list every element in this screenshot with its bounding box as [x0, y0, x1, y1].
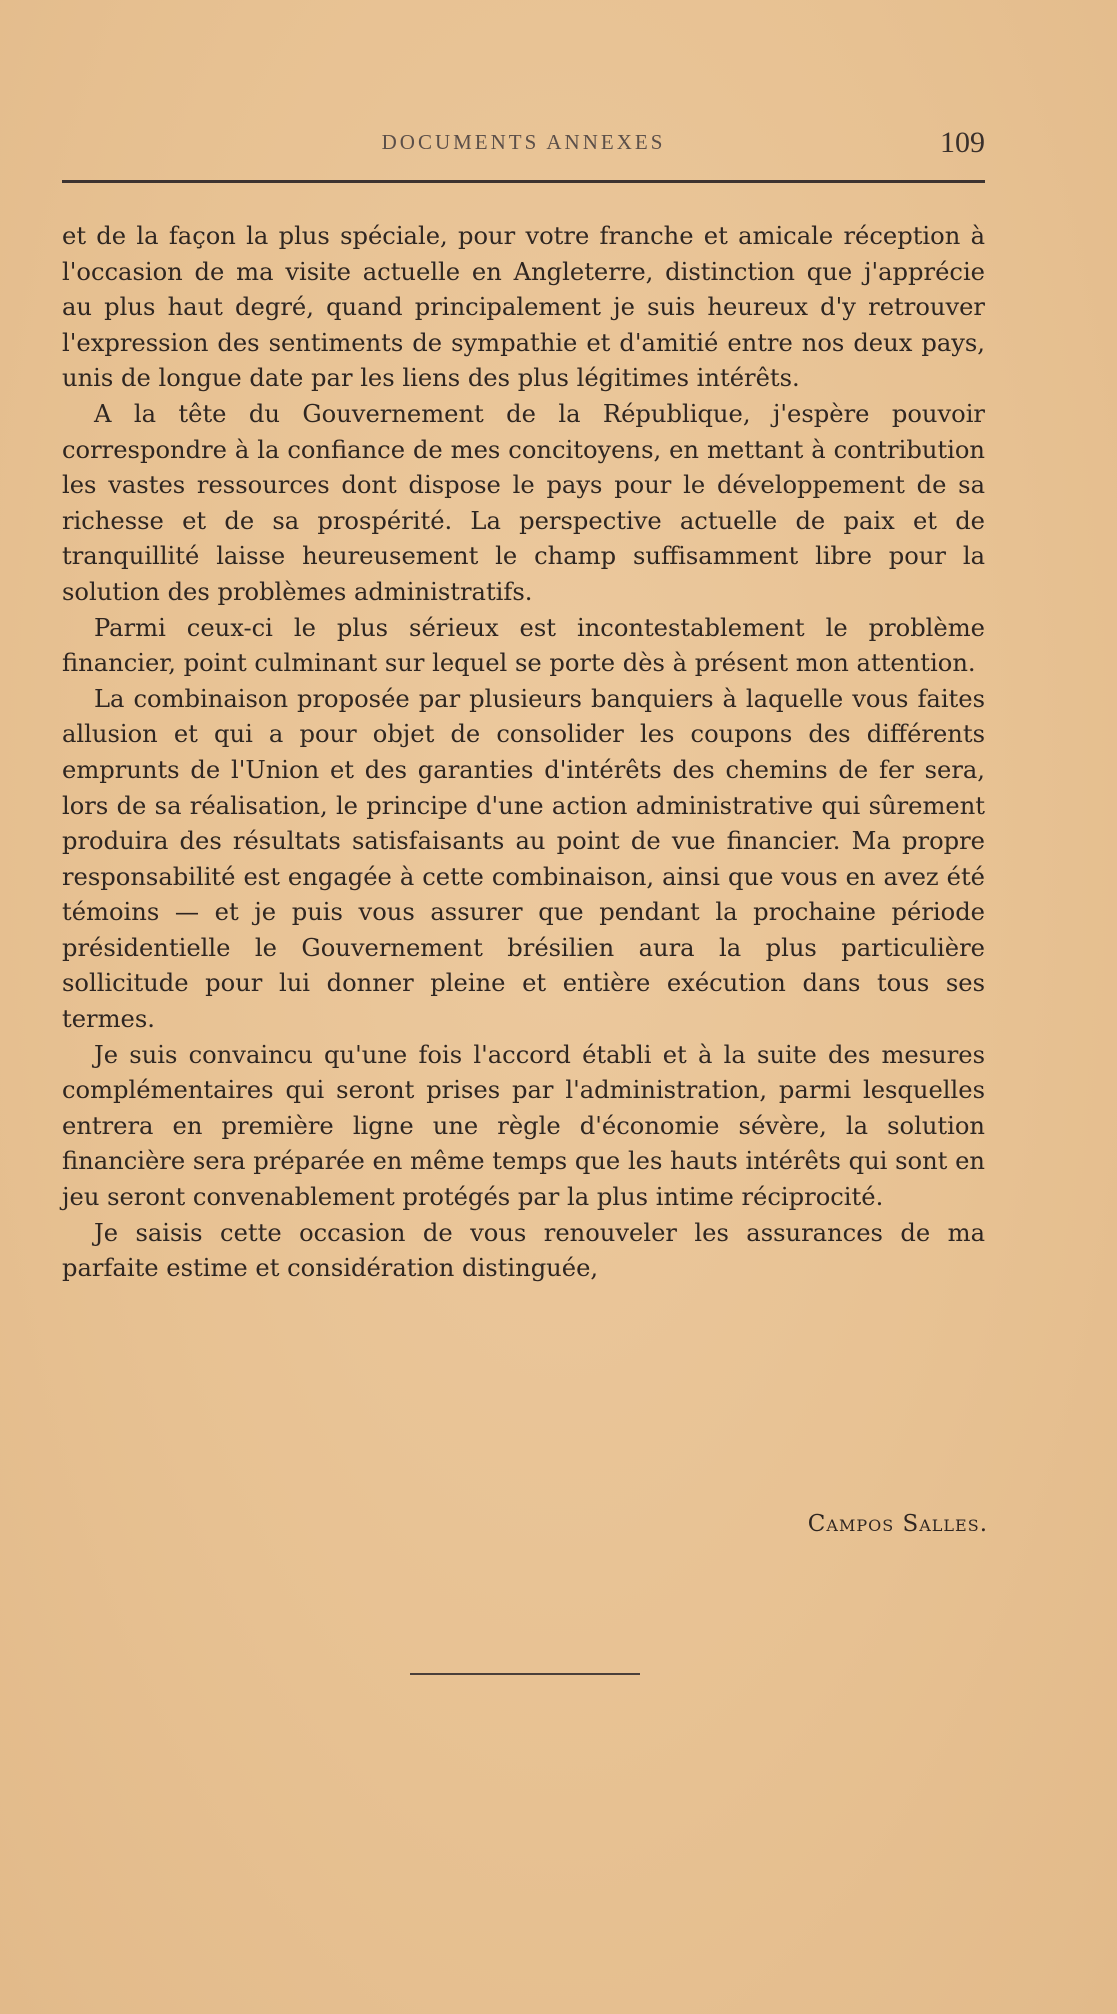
paragraph-1: et de la façon la plus spéciale, pour votre franche et amicale réception à l'occasion de ma visite actuelle en Angleterre, distinction que j'apprécie au plus haut degré, quand principalement je suis heureux d'y retrouver l'expression des sentiments de sympathie et d'amitié entre nos deux pays, unis de longue date par les liens des plus légitimes intérêts. [62, 222, 985, 393]
page-number: 109 [940, 126, 985, 159]
paragraph-5: Je suis convaincu qu'une fois l'accord établi et à la suite des mesures complémentaires qui seront prises par l'administration, parmi lesquelles entrera en première ligne une règle d'économie sévère, la solution financière sera préparée en même temps que les hauts intérêts qui sont en jeu seront convenablement protégés par la plus intime réciprocité. [62, 1040, 985, 1212]
paragraph-2: A la tête du Gouvernement de la République, j'espère pouvoir correspondre à la confiance de mes concitoyens, en mettant à contribution les vastes ressources dont dispose le pays pour le développement de sa richesse et de sa prospérité. La perspective actuelle de paix et de tranquillité laisse heureusement le champ suffisamment libre pour la solution des problèmes administratifs. [62, 399, 985, 606]
running-head [62, 126, 985, 166]
body-text [62, 219, 985, 1287]
end-rule [410, 1673, 640, 1675]
paragraph-4: La combinaison proposée par plusieurs banquiers à laquelle vous faites allusion et qui a pour objet de consolider les coupons des différents emprunts de l'Union et des garanties d'intérêts des chemins de fer sera, lors de sa réalisation, le principe d'une action administrative qui sûrement produira des résultats satisfaisants au point de vue financier. Ma propre responsabilité est engagée à cette combinaison, ainsi que vous en avez été témoins — et je puis vous assurer que pendant la prochaine période présidentielle le Gouvernement brésilien aura la plus particulière sollicitude pour lui donner pleine et entière exécution dans tous ses termes. [62, 684, 985, 1034]
header-rule [62, 180, 985, 183]
paragraph-3: Parmi ceux-ci le plus sérieux est incontestablement le problème financier, point culminant sur lequel se porte dès à présent mon attention. [62, 613, 985, 678]
signature: Campos Salles. [807, 1511, 988, 1537]
running-title: DOCUMENTS ANNEXES [381, 130, 666, 154]
paragraph-6: Je saisis cette occasion de vous renouveler les assurances de ma parfaite estime et considération distinguée, [62, 1218, 985, 1283]
